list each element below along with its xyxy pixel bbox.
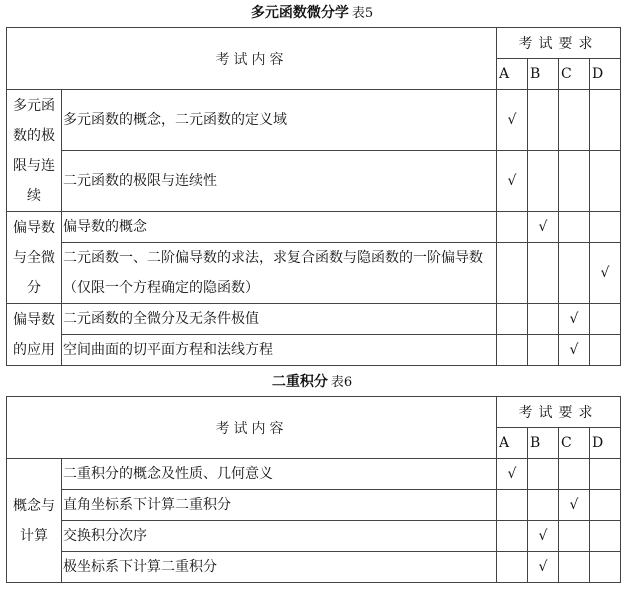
table6-header-content: 考试内容 [7, 397, 497, 459]
category-cell: 多元函数的极限与连续 [7, 90, 62, 212]
table6-caption [0, 369, 624, 395]
table5-title: 多元函数微分学 [250, 5, 349, 21]
table6-number: 表6 [330, 375, 353, 390]
check-mark: √ [528, 521, 559, 552]
table5-level-b: B [528, 59, 559, 90]
content-item: 空间曲面的切平面方程和法线方程 [62, 335, 497, 366]
category-cell: 偏导数与全微分 [7, 212, 62, 304]
check-mark: √ [497, 151, 528, 212]
check-mark: √ [559, 335, 590, 366]
check-mark: √ [497, 459, 528, 490]
check-mark: √ [497, 90, 528, 151]
check-mark: √ [559, 490, 590, 521]
table5-level-d: D [590, 59, 621, 90]
table5 [6, 27, 621, 366]
category-cell: 概念与计算 [7, 459, 62, 583]
table6-title: 二重积分 [271, 374, 328, 390]
table5-header-content: 考试内容 [7, 28, 497, 90]
table5-number: 表5 [351, 6, 374, 21]
content-item: 二重积分的概念及性质、几何意义 [62, 459, 497, 490]
content-item: 交换积分次序 [62, 521, 497, 552]
category-cell: 偏导数的应用 [7, 304, 62, 366]
content-item: 二元函数的全微分及无条件极值 [62, 304, 497, 335]
table6-level-c: C [559, 428, 590, 459]
content-item: 偏导数的概念 [62, 212, 497, 243]
table5-caption [0, 0, 624, 26]
content-item: 二元函数一、二阶偏导数的求法，求复合函数与隐函数的一阶偏导数（仅限一个方程确定的隐函数） [62, 243, 497, 304]
content-item: 多元函数的概念，二元函数的定义域 [62, 90, 497, 151]
check-mark: √ [528, 212, 559, 243]
table5-header-requirements: 考试要求 [497, 28, 621, 59]
table6-level-b: B [528, 428, 559, 459]
check-mark: √ [559, 304, 590, 335]
table6-header-requirements: 考试要求 [497, 397, 621, 428]
table6-level-a: A [497, 428, 528, 459]
content-item: 极坐标系下计算二重积分 [62, 552, 497, 583]
content-item: 直角坐标系下计算二重积分 [62, 490, 497, 521]
check-mark: √ [590, 243, 621, 304]
check-mark: √ [528, 552, 559, 583]
table6 [6, 396, 621, 583]
table6-level-d: D [590, 428, 621, 459]
table5-level-c: C [559, 59, 590, 90]
content-item: 二元函数的极限与连续性 [62, 151, 497, 212]
table5-level-a: A [497, 59, 528, 90]
